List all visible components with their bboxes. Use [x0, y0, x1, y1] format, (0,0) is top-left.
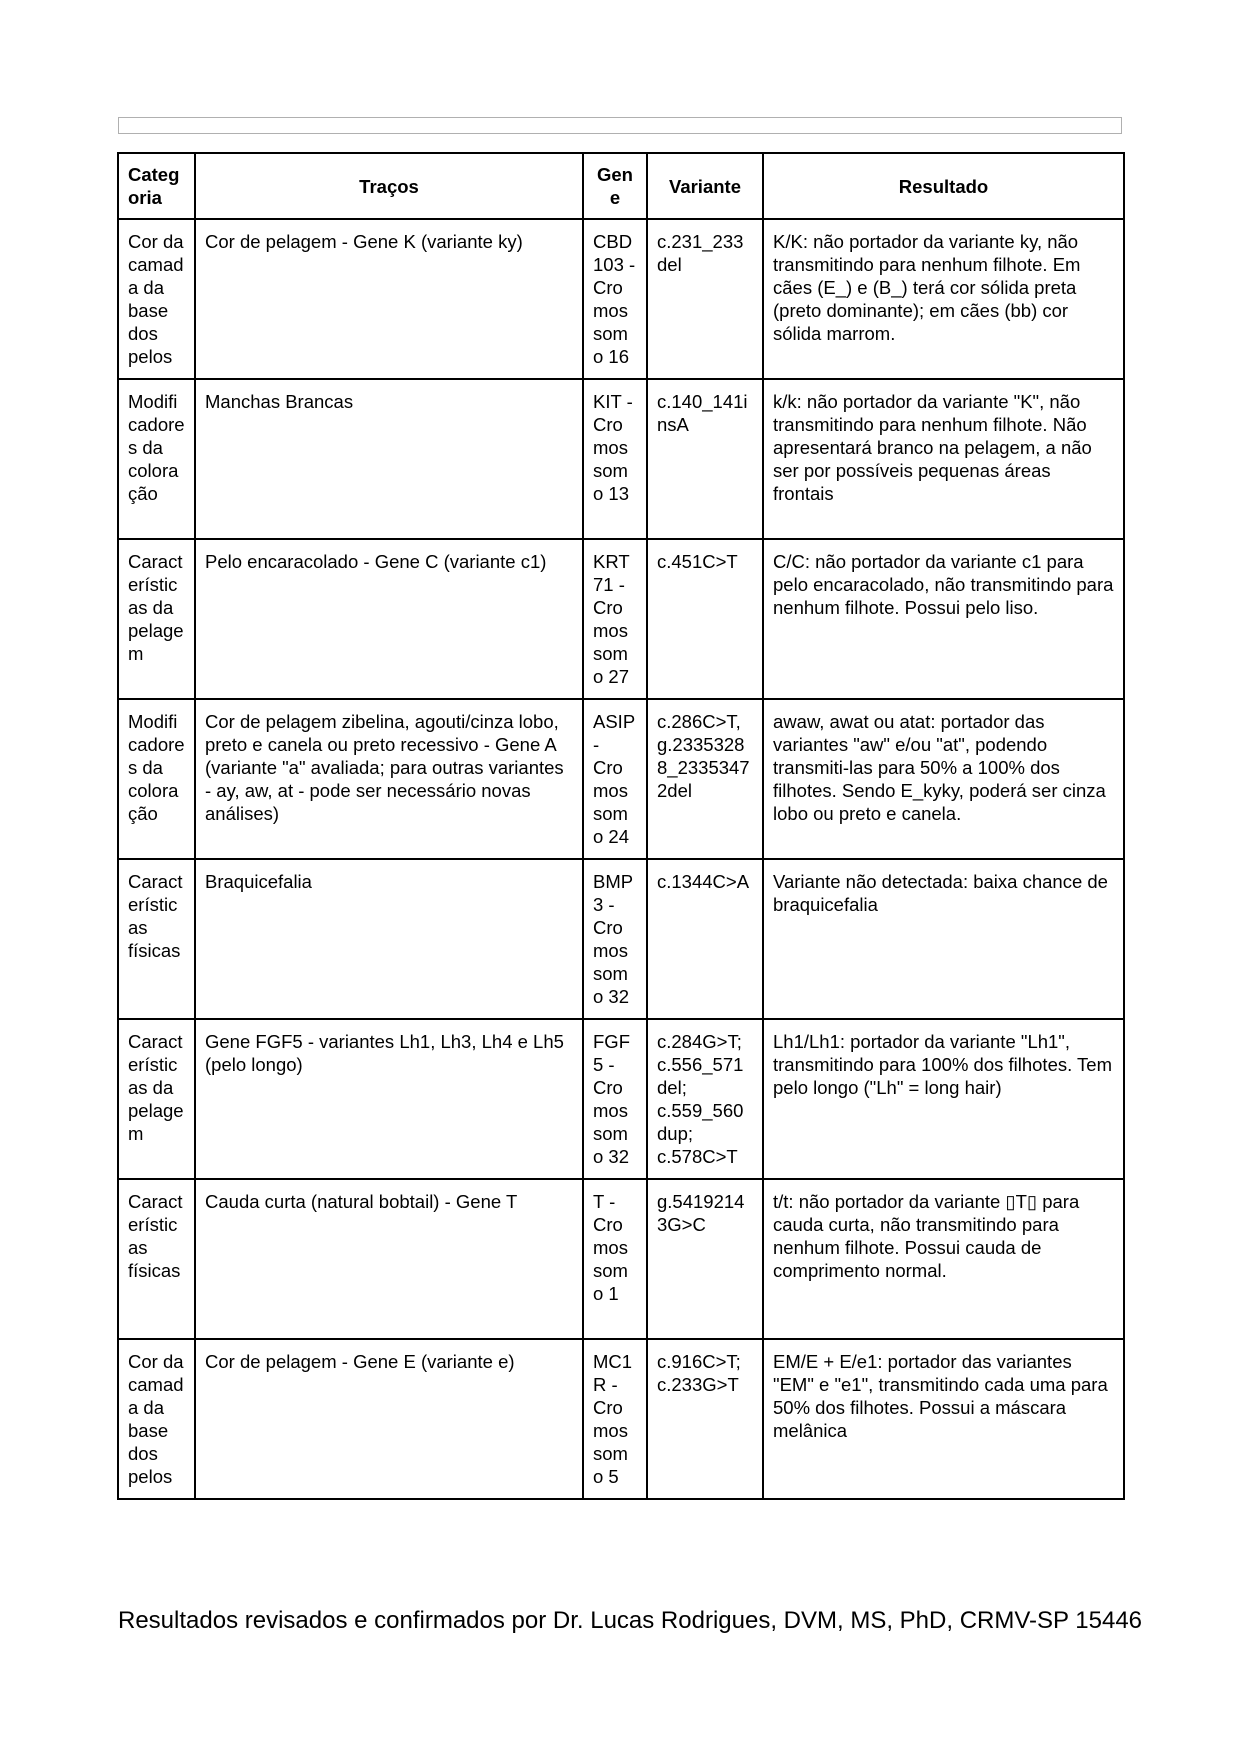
table-row [118, 219, 1124, 379]
cell-gene: CBD103 - Cromossomo 16 [583, 219, 647, 379]
cell-categoria: Características da pelagem [118, 1019, 195, 1179]
table-row [118, 539, 1124, 699]
header-variante: Variante [647, 153, 763, 219]
cell-categoria: Modificadores da coloração [118, 379, 195, 539]
header-gene: Gene [583, 153, 647, 219]
header-categoria: Categoria [118, 153, 195, 219]
table-row [118, 379, 1124, 539]
cell-gene: KIT - Cromossomo 13 [583, 379, 647, 539]
cell-variante: c.284G>T; c.556_571del; c.559_560dup; c.578C>T [647, 1019, 763, 1179]
footer-signature-note: Resultados revisados e confirmados por Dr. Lucas Rodrigues, DVM, MS, PhD, CRMV-SP 15446 [118, 1607, 1143, 1634]
cell-tracos: Braquicefalia [195, 859, 583, 1019]
cell-variante: c.140_141insA [647, 379, 763, 539]
cell-gene: FGF5 - Cromossomo 32 [583, 1019, 647, 1179]
cell-resultado: EM/E + E/e1: portador das variantes "EM" e "e1", transmitindo cada uma para 50% dos filhotes. Possui a máscara melânica [763, 1339, 1124, 1499]
cell-variante: c.231_233del [647, 219, 763, 379]
cell-resultado: awaw, awat ou atat: portador das variantes "aw" e/ou "at", podendo transmiti-las para 50% a 100% dos filhotes. Sendo E_kyky, poderá ser cinza lobo ou preto e canela. [763, 699, 1124, 859]
cell-tracos: Cor de pelagem - Gene K (variante ky) [195, 219, 583, 379]
cell-categoria: Características físicas [118, 859, 195, 1019]
cell-categoria: Características da pelagem [118, 539, 195, 699]
cell-tracos: Pelo encaracolado - Gene C (variante c1) [195, 539, 583, 699]
header-box [118, 117, 1122, 134]
cell-tracos: Manchas Brancas [195, 379, 583, 539]
cell-gene: BMP3 - Cromossomo 32 [583, 859, 647, 1019]
table-row [118, 1179, 1124, 1339]
cell-variante: g.54192143G>C [647, 1179, 763, 1339]
table-row [118, 1339, 1124, 1499]
cell-categoria: Cor da camada da base dos pelos [118, 219, 195, 379]
cell-gene: T - Cromossomo 1 [583, 1179, 647, 1339]
table-row [118, 859, 1124, 1019]
cell-tracos: Gene FGF5 - variantes Lh1, Lh3, Lh4 e Lh5 (pelo longo) [195, 1019, 583, 1179]
header-row [118, 153, 1124, 219]
table-body [118, 219, 1124, 1499]
cell-categoria: Cor da camada da base dos pelos [118, 1339, 195, 1499]
cell-resultado: Lh1/Lh1: portador da variante "Lh1", transmitindo para 100% dos filhotes. Tem pelo longo ("Lh" = long hair) [763, 1019, 1124, 1179]
cell-variante: c.1344C>A [647, 859, 763, 1019]
cell-resultado: K/K: não portador da variante ky, não transmitindo para nenhum filhote. Em cães (E_) e (B_) terá cor sólida preta (preto dominante); em cães (bb) cor sólida marrom. [763, 219, 1124, 379]
cell-categoria: Características físicas [118, 1179, 195, 1339]
header-tracos: Traços [195, 153, 583, 219]
cell-resultado: C/C: não portador da variante c1 para pelo encaracolado, não transmitindo para nenhum filhote. Possui pelo liso. [763, 539, 1124, 699]
cell-variante: c.286C>T, g.23353288_23353472del [647, 699, 763, 859]
cell-resultado: t/t: não portador da variante ▯T▯ para cauda curta, não transmitindo para nenhum filhote. Possui cauda de comprimento normal. [763, 1179, 1124, 1339]
cell-variante: c.916C>T; c.233G>T [647, 1339, 763, 1499]
cell-categoria: Modificadores da coloração [118, 699, 195, 859]
cell-gene: MC1R - Cromossomo 5 [583, 1339, 647, 1499]
cell-resultado: k/k: não portador da variante "K", não transmitindo para nenhum filhote. Não apresentará branco na pelagem, a não ser por possíveis pequenas áreas frontais [763, 379, 1124, 539]
header-resultado: Resultado [763, 153, 1124, 219]
cell-tracos: Cauda curta (natural bobtail) - Gene T [195, 1179, 583, 1339]
table-row [118, 699, 1124, 859]
table-header [118, 153, 1124, 219]
cell-gene: ASIP - Cromossomo 24 [583, 699, 647, 859]
cell-variante: c.451C>T [647, 539, 763, 699]
table-row [118, 1019, 1124, 1179]
cell-tracos: Cor de pelagem - Gene E (variante e) [195, 1339, 583, 1499]
cell-tracos: Cor de pelagem zibelina, agouti/cinza lobo, preto e canela ou preto recessivo - Gene A (variante "a" avaliada; para outras variantes - ay, aw, at - pode ser necessário novas análises) [195, 699, 583, 859]
genetic-results-table [117, 152, 1125, 1500]
cell-gene: KRT71 - Cromossomo 27 [583, 539, 647, 699]
cell-resultado: Variante não detectada: baixa chance de braquicefalia [763, 859, 1124, 1019]
